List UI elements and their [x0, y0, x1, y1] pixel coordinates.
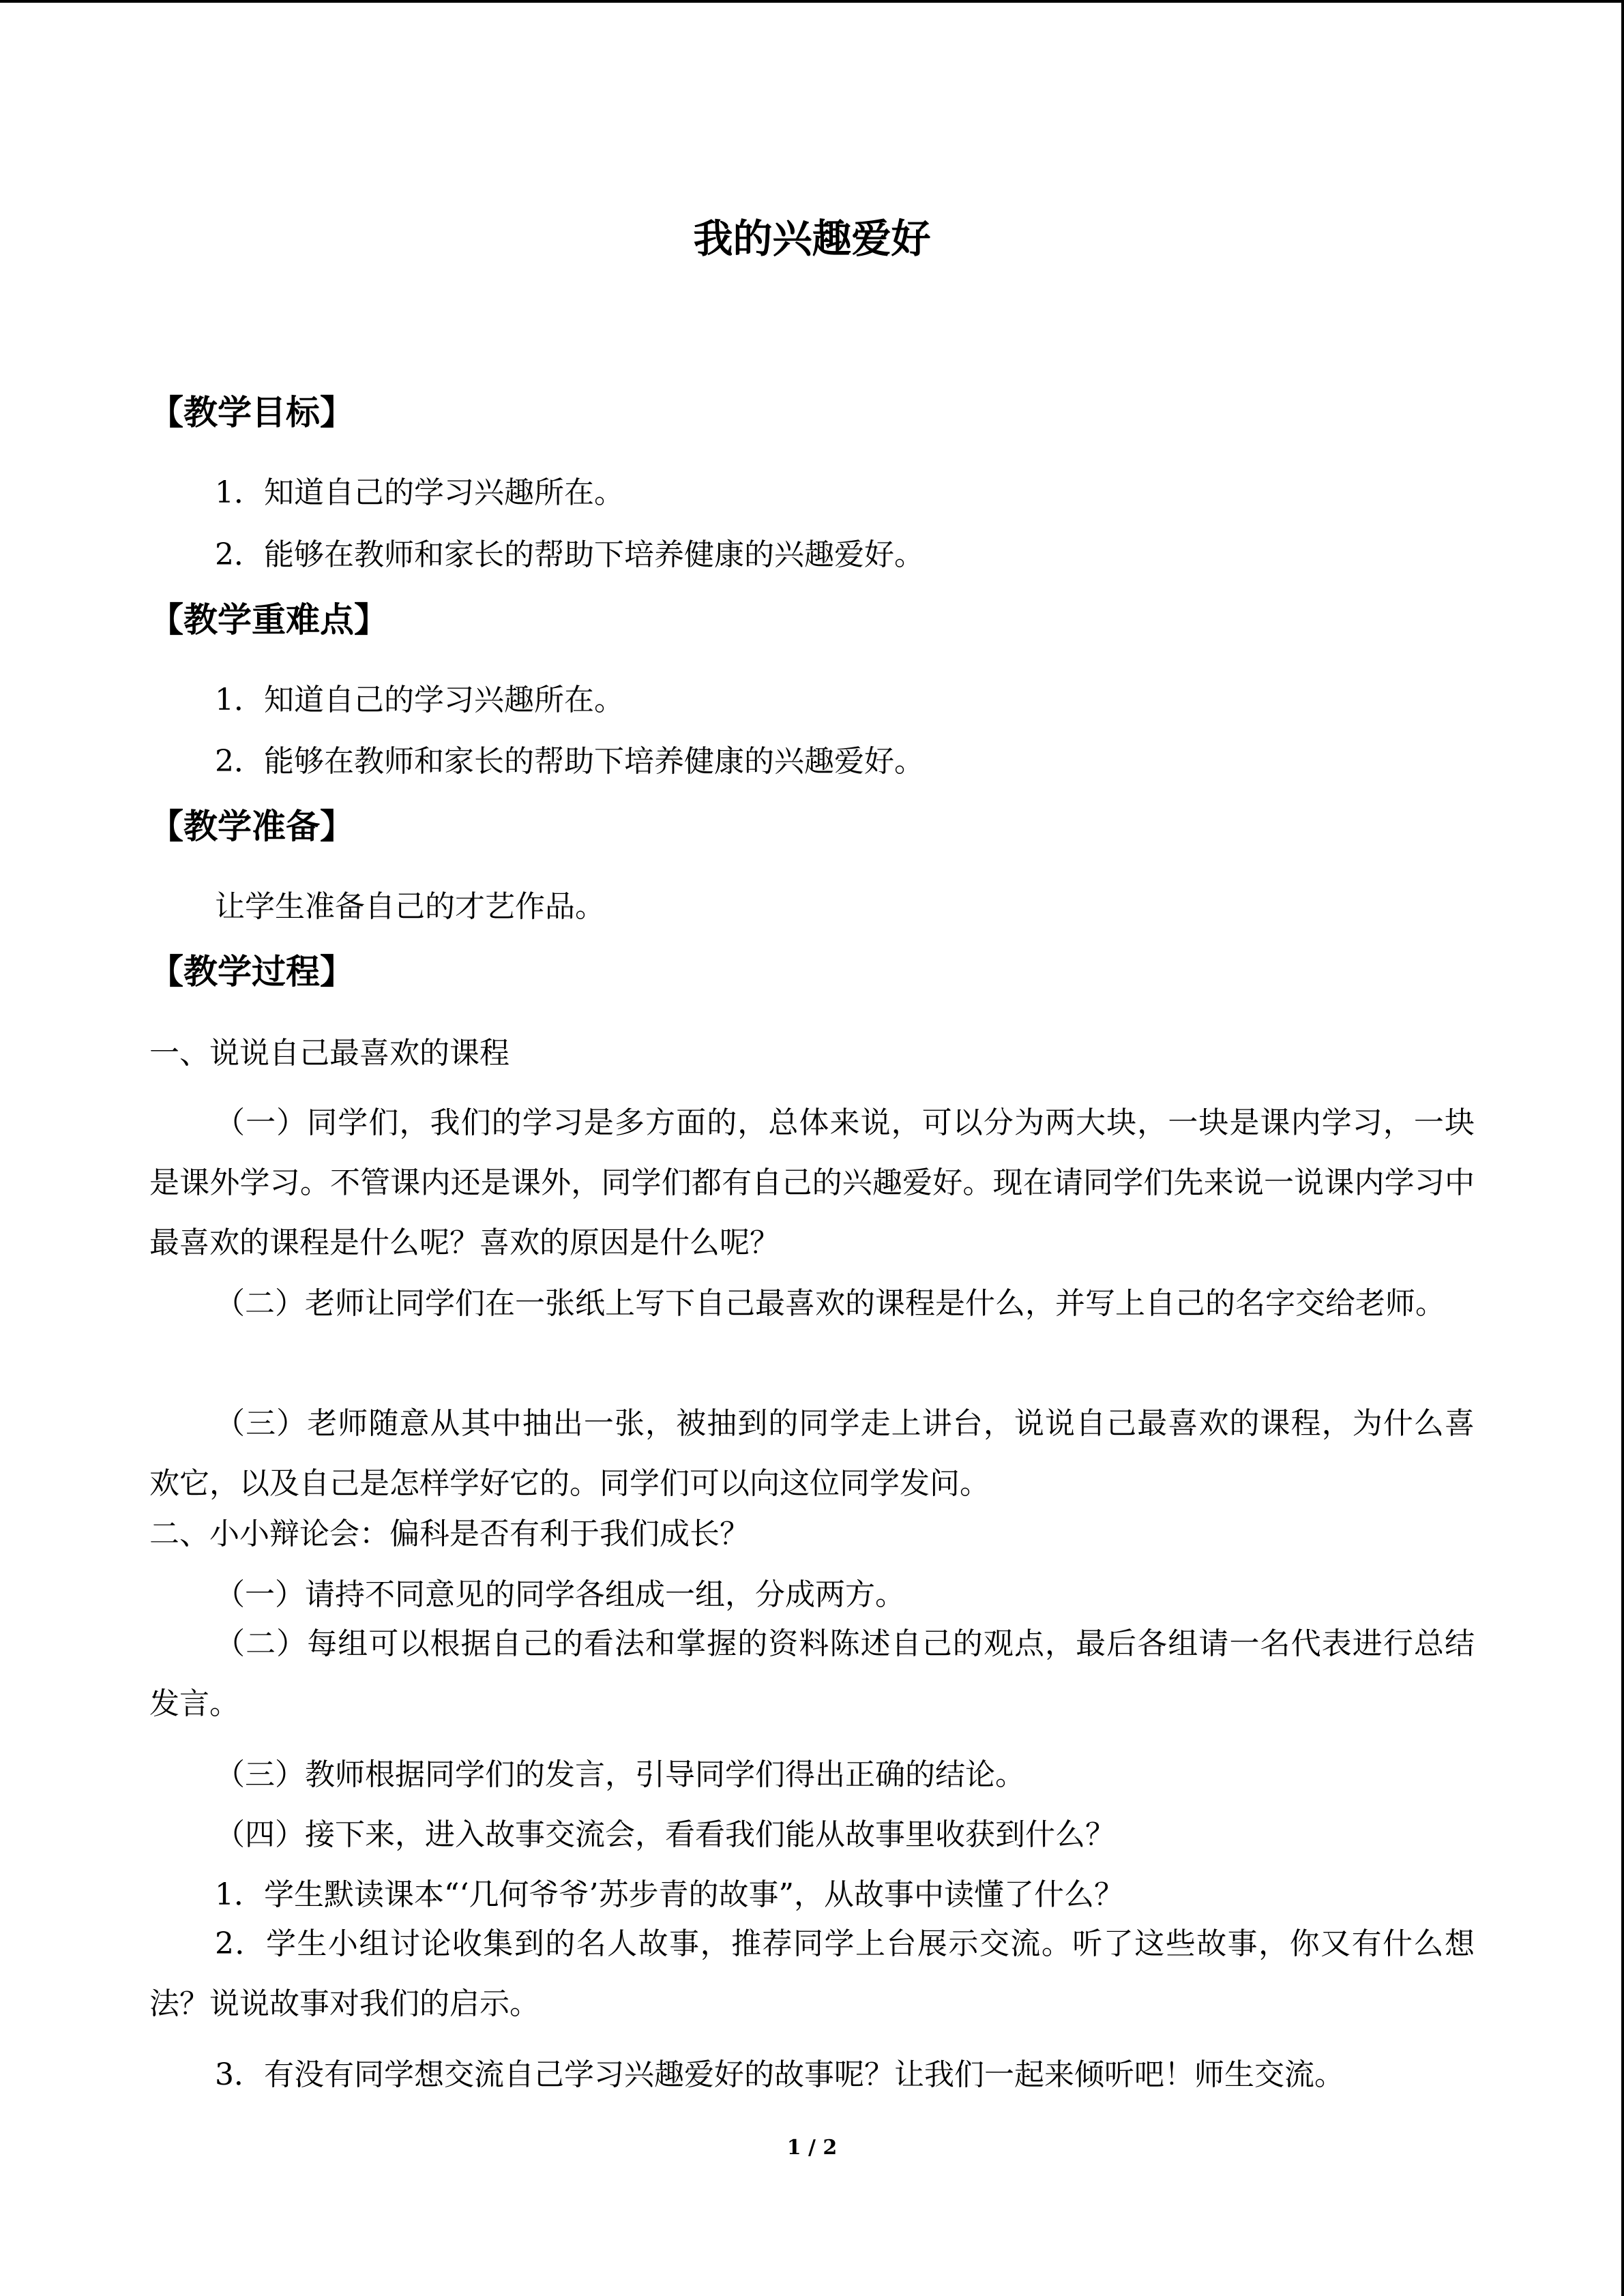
story-step-2	[149, 1914, 1475, 2034]
process-paragraph-3-text: （三）老师随意从其中抽出一张，被抽到的同学走上讲台，说说自己最喜欢的课程，为什么喜欢它，以及自己是怎样学好它的。同学们可以向这位同学发问。	[149, 1406, 1475, 1501]
heading-key-points: 【教学重难点】	[149, 600, 388, 640]
process-paragraph-1-text: （一）同学们，我们的学习是多方面的，总体来说，可以分为两大块，一块是课内学习，一块是课外学习。不管课内还是课外，同学们都有自己的兴趣爱好。现在请同学们先来说一说课内学习中最喜欢的课程是什么呢？喜欢的原因是什么呢？	[149, 1105, 1475, 1260]
heading-goals: 【教学目标】	[149, 393, 354, 432]
key-point-item-1: 1．知道自己的学习兴趣所在。	[215, 683, 624, 717]
preparation-text: 让学生准备自己的才艺作品。	[215, 889, 605, 924]
process-paragraph-5-text: （二）每组可以根据自己的看法和掌握的资料陈述自己的观点，最后各组请一名代表进行总结发言。	[149, 1626, 1475, 1721]
story-step-3: 3．有没有同学想交流自己学习兴趣爱好的故事呢？让我们一起来倾听吧！师生交流。	[215, 2057, 1344, 2092]
story-step-1: 1．学生默读课本“‘几何爷爷’苏步青的故事”，从故事中读懂了什么？	[215, 1877, 1124, 1912]
process-paragraph-3	[149, 1394, 1475, 1514]
page-number: 1 / 2	[786, 2136, 838, 2160]
heading-process: 【教学过程】	[149, 952, 354, 992]
process-paragraph-6: （三）教师根据同学们的发言，引导同学们得出正确的结论。	[215, 1757, 1025, 1792]
process-paragraph-7: （四）接下来，进入故事交流会，看看我们能从故事里收获到什么？	[215, 1817, 1115, 1852]
process-paragraph-4: （一）请持不同意见的同学各组成一组，分成两方。	[215, 1577, 905, 1612]
process-paragraph-2-text: （二）老师让同学们在一张纸上写下自己最喜欢的课程是什么，并写上自己的名字交给老师。	[215, 1286, 1445, 1321]
goal-item-2: 2．能够在教师和家长的帮助下培养健康的兴趣爱好。	[215, 537, 924, 572]
process-part1-title: 一、说说自己最喜欢的课程	[149, 1036, 510, 1071]
process-part2-title: 二、小小辩论会：偏科是否有利于我们成长？	[149, 1517, 750, 1551]
process-paragraph-2	[149, 1274, 1475, 1334]
key-point-item-2: 2．能够在教师和家长的帮助下培养健康的兴趣爱好。	[215, 744, 924, 779]
process-paragraph-5	[149, 1614, 1475, 1734]
right-border	[1621, 0, 1624, 2296]
heading-preparation: 【教学准备】	[149, 807, 354, 846]
document-title: 我的兴趣爱好	[693, 215, 931, 262]
top-border	[0, 0, 1624, 3]
goal-item-1: 1．知道自己的学习兴趣所在。	[215, 475, 624, 510]
process-paragraph-1	[149, 1093, 1475, 1273]
story-step-2-text: 2．学生小组讨论收集到的名人故事，推荐同学上台展示交流。听了这些故事，你又有什么想法？说说故事对我们的启示。	[149, 1926, 1475, 2021]
